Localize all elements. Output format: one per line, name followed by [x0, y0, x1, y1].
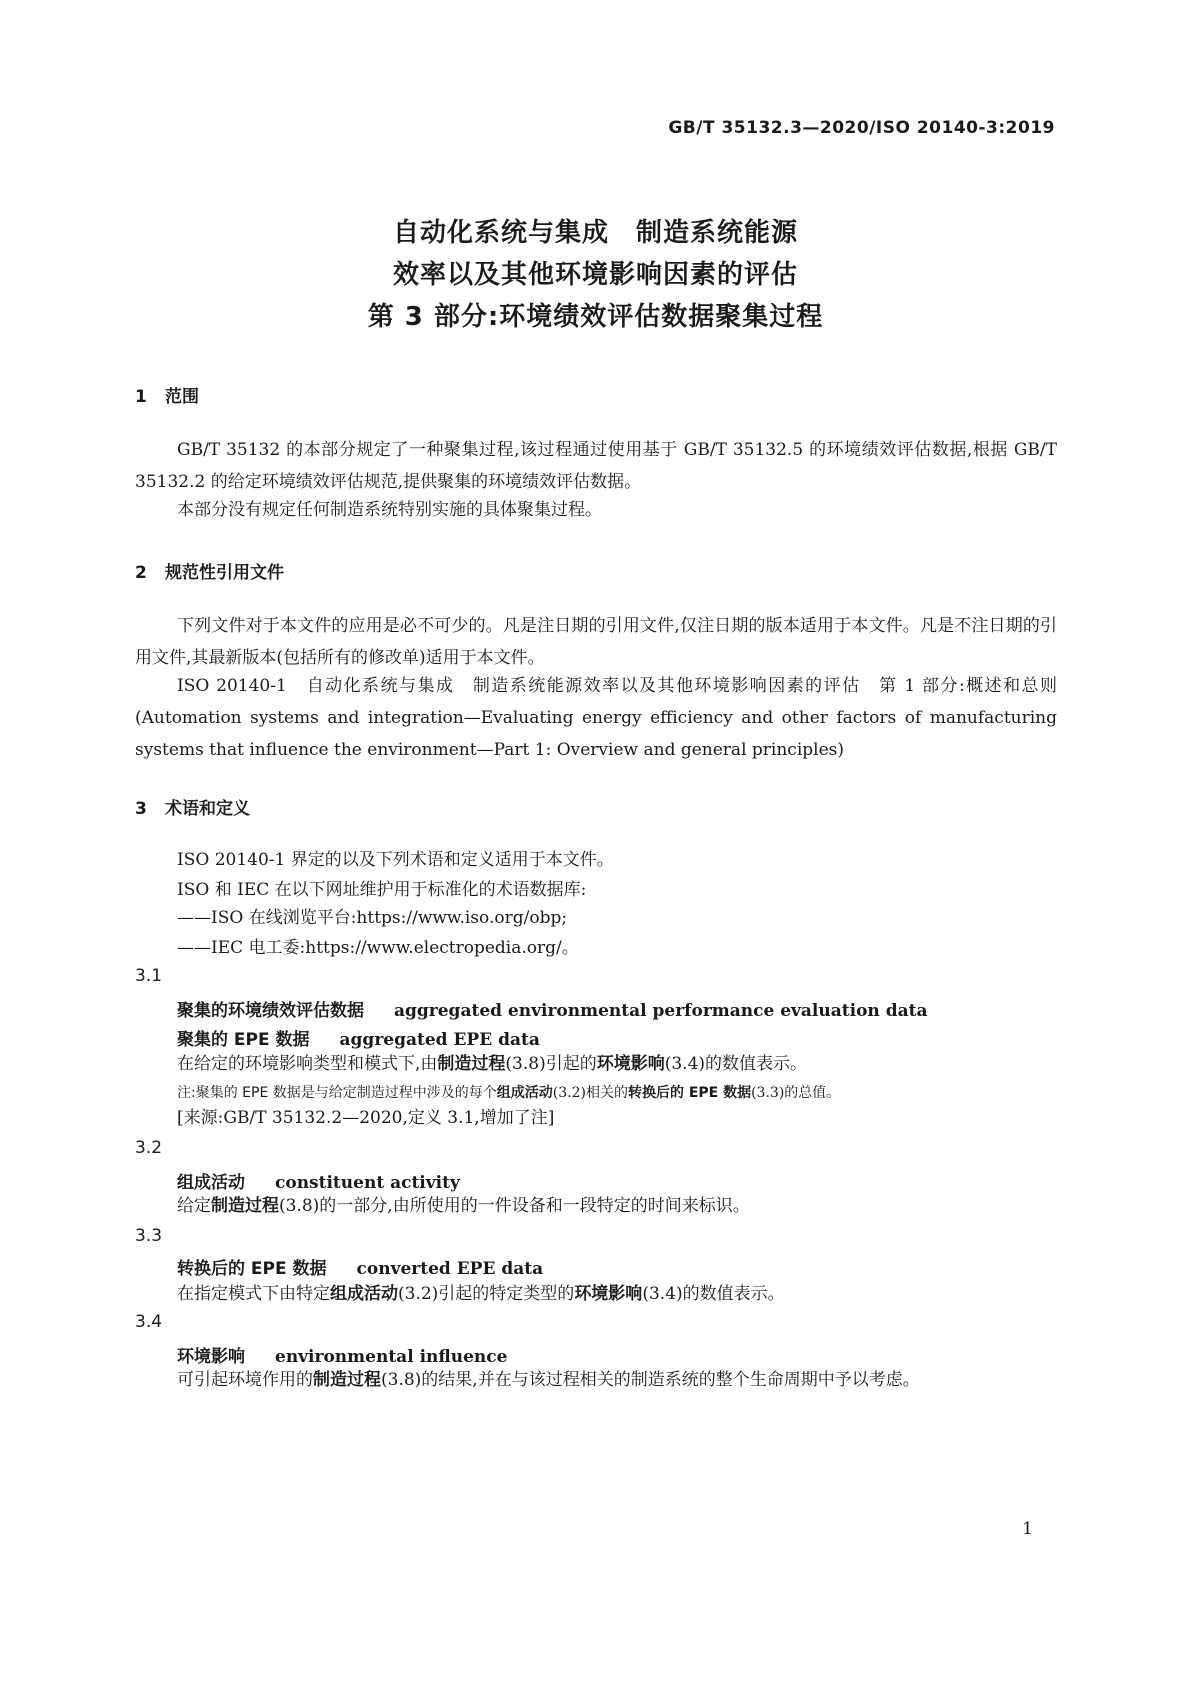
list-item: ——ISO 在线浏览平台:https://www.iso.org/obp; — [177, 908, 568, 928]
term-source: [来源:GB/T 35132.2—2020,定义 3.1,增加了注] — [177, 1108, 555, 1128]
term-reference: 环境影响 — [596, 1054, 665, 1074]
term-number: 3.3 — [135, 1226, 163, 1246]
term-reference: 制造过程 — [211, 1196, 279, 1216]
term-en: environmental influence — [275, 1347, 508, 1367]
section-3-heading — [135, 794, 250, 819]
term-reference: 制造过程 — [437, 1054, 506, 1074]
term-definition — [177, 1190, 750, 1222]
standard-header: GB/T 35132.3—2020/ISO 20140-3:2019 — [668, 118, 1055, 138]
term-en: aggregated environmental performance evaluation data — [394, 1001, 928, 1021]
text: (3.4)的数值表示。 — [642, 1284, 785, 1304]
section-number: 3 — [135, 799, 147, 819]
term-en: constituent activity — [275, 1173, 460, 1193]
section-title: 规范性引用文件 — [165, 563, 284, 583]
section-1-heading — [135, 382, 199, 407]
term-number: 3.4 — [135, 1312, 163, 1332]
term-preferred — [177, 996, 927, 1021]
paragraph: GB/T 35132 的本部分规定了一种聚集过程,该过程通过使用基于 GB/T 35132.5 的环境绩效评估数据,根据 GB/T 35132.2 的给定环境绩效评估规范,提供聚集的环境绩效评估数据。 — [135, 440, 1057, 492]
text: 在给定的环境影响类型和模式下,由 — [177, 1054, 438, 1074]
doc-title-line2: 效率以及其他环境影响因素的评估 — [392, 260, 798, 290]
text: 在指定模式下由特定 — [177, 1284, 330, 1304]
term-zh: 聚集的环境绩效评估数据 — [177, 1001, 364, 1021]
paragraph: ISO 和 IEC 在以下网址维护用于标准化的术语数据库: — [177, 880, 587, 900]
paragraph: 下列文件对于本文件的应用是必不可少的。凡是注日期的引用文件,仅注日期的版本适用于本文件。凡是不注日期的引用文件,其最新版本(包括所有的修改单)适用于本文件。 — [135, 616, 1057, 668]
section-number: 1 — [135, 387, 147, 407]
term-reference: 环境影响 — [574, 1284, 643, 1304]
section-2-heading — [135, 558, 284, 583]
term-definition — [177, 1278, 785, 1310]
text: (3.4)的数值表示。 — [664, 1054, 808, 1074]
text: 可引起环境作用的 — [177, 1370, 313, 1390]
term-definition — [177, 1048, 807, 1080]
term-admitted — [177, 1025, 540, 1050]
term-zh: 聚集的 EPE 数据 — [177, 1030, 310, 1050]
text: (3.8)引起的 — [505, 1054, 597, 1074]
term-note — [177, 1082, 840, 1102]
term-zh: 转换后的 EPE 数据 — [177, 1259, 327, 1279]
term-preferred — [177, 1254, 543, 1279]
doc-title-line3: 第 3 部分:环境绩效评估数据聚集过程 — [367, 302, 824, 332]
doc-title-line1: 自动化系统与集成 制造系统能源 — [392, 218, 798, 248]
term-en: converted EPE data — [356, 1259, 544, 1279]
text: (3.3)的总值。 — [751, 1085, 841, 1101]
paragraph: ISO 20140-1 界定的以及下列术语和定义适用于本文件。 — [177, 850, 614, 870]
term-number: 3.1 — [135, 966, 163, 986]
term-zh: 组成活动 — [177, 1173, 245, 1193]
section-title: 范围 — [165, 387, 199, 407]
term-en: aggregated EPE data — [339, 1030, 540, 1050]
term-zh: 环境影响 — [177, 1347, 245, 1367]
text: 给定 — [177, 1196, 211, 1216]
term-reference: 制造过程 — [313, 1370, 381, 1390]
text: (3.8)的一部分,由所使用的一件设备和一段特定的时间来标识。 — [279, 1196, 750, 1216]
text: 注:聚集的 EPE 数据是与给定制造过程中涉及的每个 — [177, 1085, 497, 1101]
term-reference: 转换后的 EPE 数据 — [627, 1085, 752, 1101]
paragraph: 本部分没有规定任何制造系统特别实施的具体聚集过程。 — [177, 500, 602, 520]
section-title: 术语和定义 — [165, 799, 250, 819]
page-number: 1 — [1022, 1519, 1033, 1539]
text: (3.2)引起的特定类型的 — [398, 1284, 575, 1304]
term-reference: 组成活动 — [496, 1085, 553, 1101]
term-number: 3.2 — [135, 1138, 163, 1158]
normative-reference: ISO 20140-1 自动化系统与集成 制造系统能源效率以及其他环境影响因素的评估 第 1 部分:概述和总则(Automation systems and integration—Evaluating energy efficiency and other factors of manufacturing systems that influence the environment—Part 1: Overview and general principles) — [135, 676, 1057, 760]
text: (3.2)相关的 — [552, 1085, 628, 1101]
section-number: 2 — [135, 563, 147, 583]
term-reference: 组成活动 — [330, 1284, 398, 1304]
text: (3.8)的结果,并在与该过程相关的制造系统的整个生命周期中予以考虑。 — [381, 1370, 920, 1390]
list-item: ——IEC 电工委:https://www.electropedia.org/。 — [177, 938, 579, 958]
term-definition — [135, 1364, 1057, 1396]
